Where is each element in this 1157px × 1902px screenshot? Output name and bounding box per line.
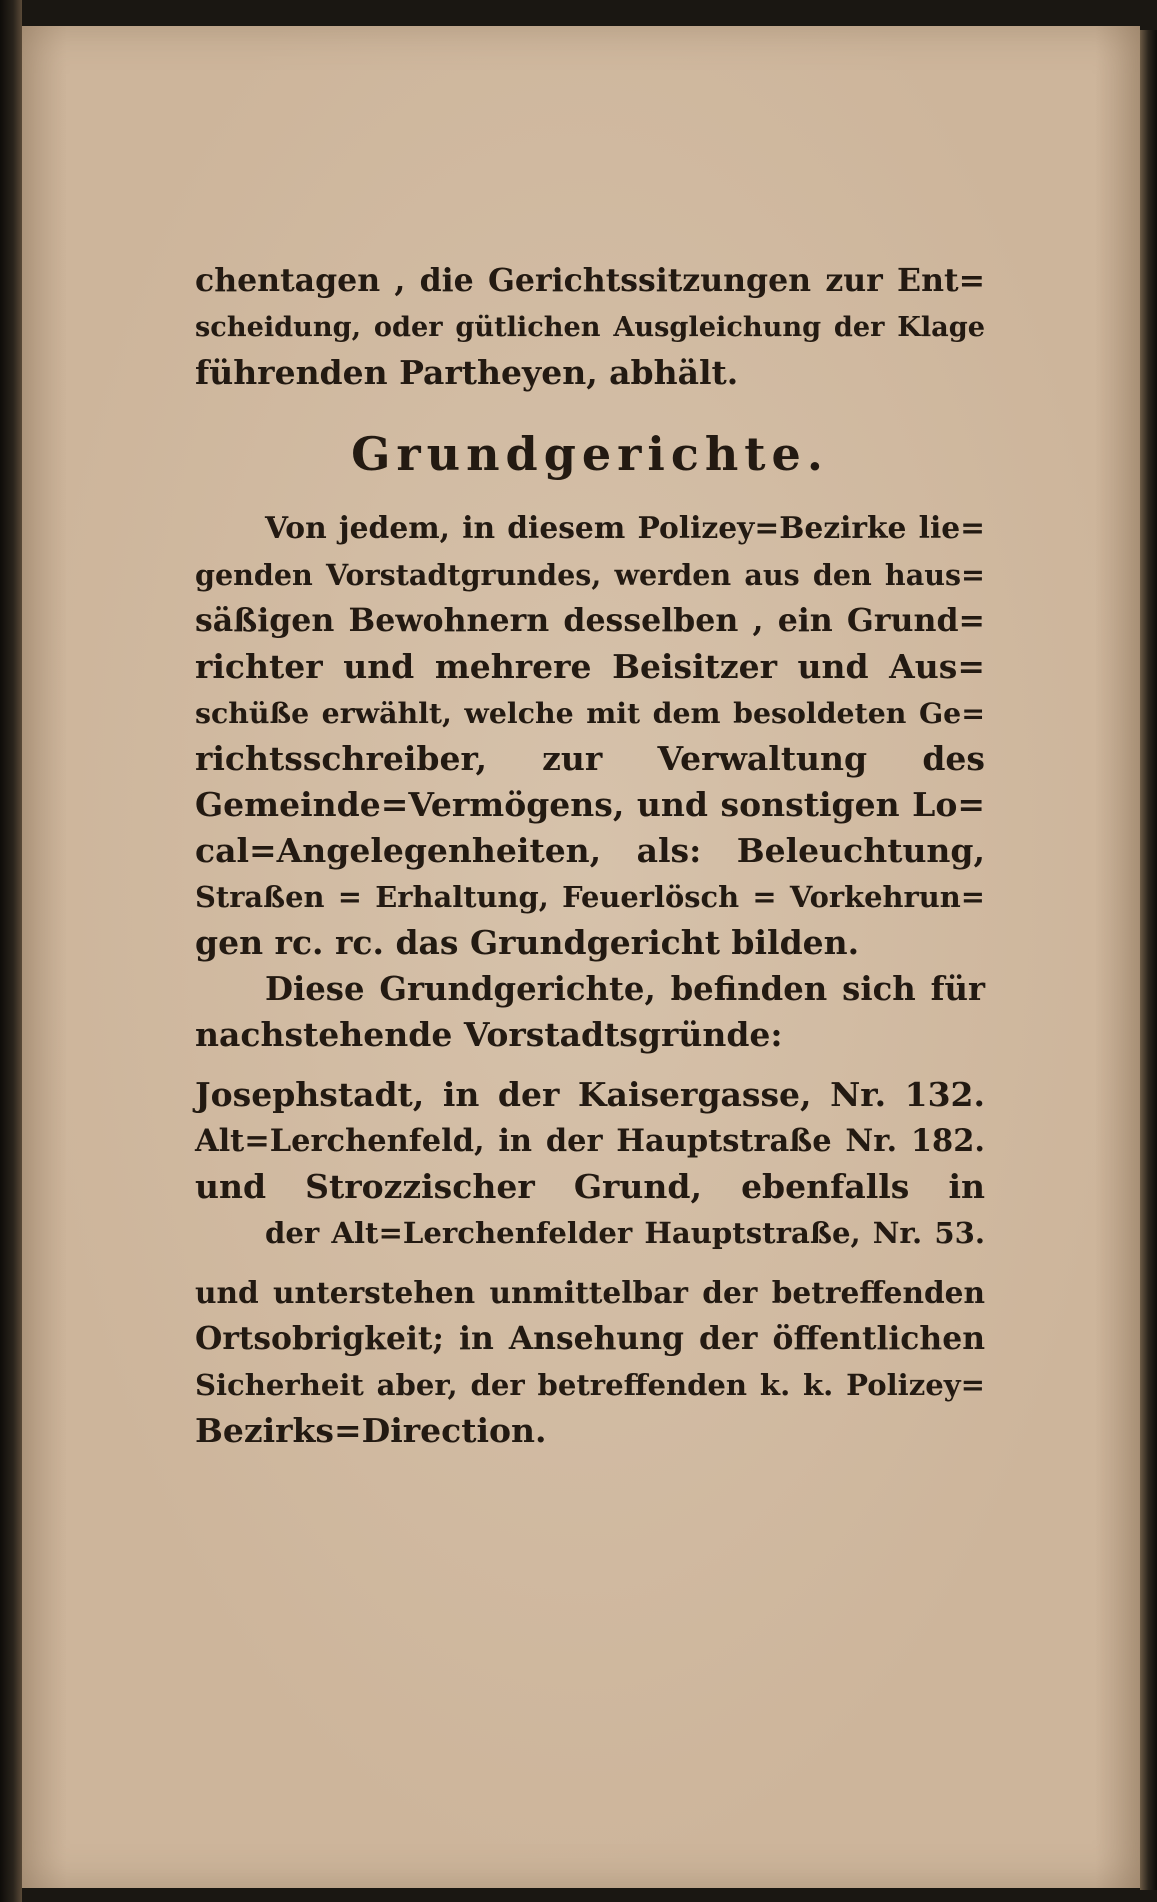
text-line: chentagen , die Gerichtssitzungen zur Ent= (195, 262, 985, 299)
page-text (195, 258, 985, 1454)
text-line: Ortsobrigkeit; in Ansehung der öffentlichen (195, 1321, 985, 1357)
text-line: nachstehende Vorstadtsgründe: (195, 1015, 783, 1054)
text-line: Sicherheit aber, der betreffenden k. k. Polizey= (195, 1368, 985, 1402)
text-line: richter und mehrere Beisitzer und Aus= (195, 647, 985, 686)
address-line: Josephstadt, in der Kaisergasse, Nr. 132. (195, 1075, 985, 1114)
text-line: Diese Grundgerichte, befinden sich für (265, 970, 985, 1008)
text-line: cal=Angelegenheiten, als: Beleuchtung, (195, 831, 985, 870)
section-heading: Grundgerichte. (351, 427, 829, 481)
text-line: gen rc. rc. das Grundgericht bilden. (195, 923, 860, 962)
text-line: Gemeinde=Vermögens, und sonstigen Lo= (195, 785, 985, 824)
book-spine-edge (0, 0, 22, 1902)
text-line: führenden Partheyen, abhält. (195, 353, 739, 392)
text-line: Von jedem, in diesem Polizey=Bezirke lie= (265, 511, 985, 546)
text-line: Bezirks=Direction. (195, 1411, 547, 1450)
text-line: säßigen Bewohnern desselben , ein Grund= (195, 602, 985, 639)
text-line: Straßen = Erhaltung, Feuerlösch = Vorkehrun= (195, 880, 985, 914)
text-line: richtsschreiber, zur Verwaltung des (195, 739, 985, 778)
text-line: und unterstehen unmittelbar der betreffenden (195, 1275, 985, 1310)
address-line: und Strozzischer Grund, ebenfalls in (195, 1167, 985, 1206)
text-line: schüße erwählt, welche mit dem besoldeten Ge= (195, 696, 985, 730)
text-line: genden Vorstadtgrundes, werden aus den haus= (195, 558, 985, 592)
address-line: der Alt=Lerchenfelder Hauptstraße, Nr. 53. (265, 1216, 985, 1250)
address-line: Alt=Lerchenfeld, in der Hauptstraße Nr. 182. (195, 1123, 985, 1159)
page-right-edge (1140, 30, 1157, 1890)
text-line: scheidung, oder gütlichen Ausgleichung der Klage (195, 311, 985, 343)
